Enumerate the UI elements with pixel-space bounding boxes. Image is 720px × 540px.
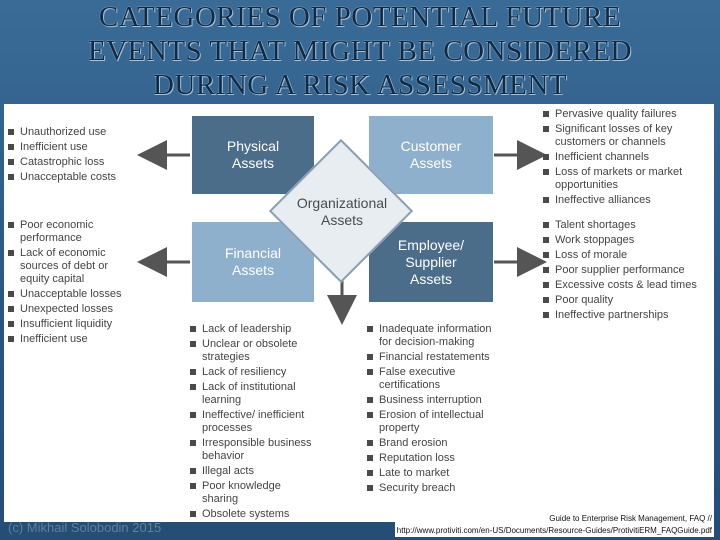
org-risks-right-list — [367, 323, 497, 497]
risk-item: Reputation loss — [367, 452, 497, 465]
risk-item: Lack of economic sources of debt or equity capital — [8, 247, 136, 286]
box-customer-assets: Customer Assets — [369, 116, 493, 194]
title-line-2: EVENTS THAT MIGHT BE CONSIDERED — [88, 35, 632, 67]
risk-item: Unacceptable losses — [8, 288, 136, 301]
physical-risks-list — [8, 126, 143, 186]
risk-item: Talent shortages — [543, 219, 715, 232]
box-financial-assets: Financial Assets — [192, 222, 314, 302]
risk-item: Poor knowledge sharing — [190, 480, 318, 506]
risk-item: Ineffective/ inefficient processes — [190, 409, 318, 435]
risk-item: Inefficient use — [8, 141, 143, 154]
risk-item: Irresponsible business behavior — [190, 437, 318, 463]
box-organizational-assets: Organizational Assets — [296, 195, 388, 228]
financial-risks-list — [8, 219, 136, 348]
title-line-1: CATEGORIES OF POTENTIAL FUTURE — [98, 1, 622, 33]
risk-item: Excessive costs & lead times — [543, 279, 715, 292]
risk-item: Poor economic performance — [8, 219, 136, 245]
risk-item: Business interruption — [367, 394, 497, 407]
citation-url[interactable]: http://www.protiviti.com/en-US/Documents/Resource-Guides/ProtivitiERM_FAQGuide.pdf — [396, 526, 712, 535]
copyright-text: (c) Mikhail Solobodin 2015 — [8, 520, 162, 535]
citation-title: Guide to Enterprise Risk Management, FAQ // — [549, 514, 712, 523]
risk-item: Loss of morale — [543, 249, 715, 262]
risk-item: Inefficient use — [8, 333, 136, 346]
risk-item: Late to market — [367, 467, 497, 480]
risk-item: Significant losses of key customers or channels — [543, 123, 713, 149]
risk-item: Unacceptable costs — [8, 171, 143, 184]
risk-item: Unexpected losses — [8, 303, 136, 316]
box-employee-supplier-assets: Employee/ Supplier Assets — [369, 222, 493, 302]
risk-item: Inadequate information for decision-making — [367, 323, 497, 349]
citation[interactable] — [395, 513, 714, 537]
risk-item: Unauthorized use — [8, 126, 143, 139]
customer-risks-list — [543, 108, 713, 209]
risk-item: Ineffective partnerships — [543, 309, 715, 322]
risk-item: Loss of markets or market opportunities — [543, 166, 713, 192]
risk-item: Poor supplier performance — [543, 264, 715, 277]
org-risks-left-list — [190, 323, 318, 523]
title-line-3: DURING A RISK ASSESSMENT — [152, 69, 568, 101]
risk-item: Ineffective alliances — [543, 194, 713, 207]
risk-item: Pervasive quality failures — [543, 108, 713, 121]
risk-item: Work stoppages — [543, 234, 715, 247]
risk-item: Lack of institutional learning — [190, 381, 318, 407]
risk-item: Unclear or obsolete strategies — [190, 338, 318, 364]
risk-item: Poor quality — [543, 294, 715, 307]
box-physical-assets: Physical Assets — [192, 116, 314, 194]
risk-item: Brand erosion — [367, 437, 497, 450]
risk-item: Obsolete systems — [190, 508, 318, 521]
employee-risks-list — [543, 219, 715, 324]
risk-item: Lack of leadership — [190, 323, 318, 336]
risk-item: Lack of resiliency — [190, 366, 318, 379]
risk-item: Erosion of intellectual property — [367, 409, 497, 435]
risk-item: Insufficient liquidity — [8, 318, 136, 331]
risk-item: Illegal acts — [190, 465, 318, 478]
risk-item: Catastrophic loss — [8, 156, 143, 169]
risk-item: Financial restatements — [367, 351, 497, 364]
risk-item: Inefficient channels — [543, 151, 713, 164]
risk-item: Security breach — [367, 482, 497, 495]
risk-item: False executive certifications — [367, 366, 497, 392]
